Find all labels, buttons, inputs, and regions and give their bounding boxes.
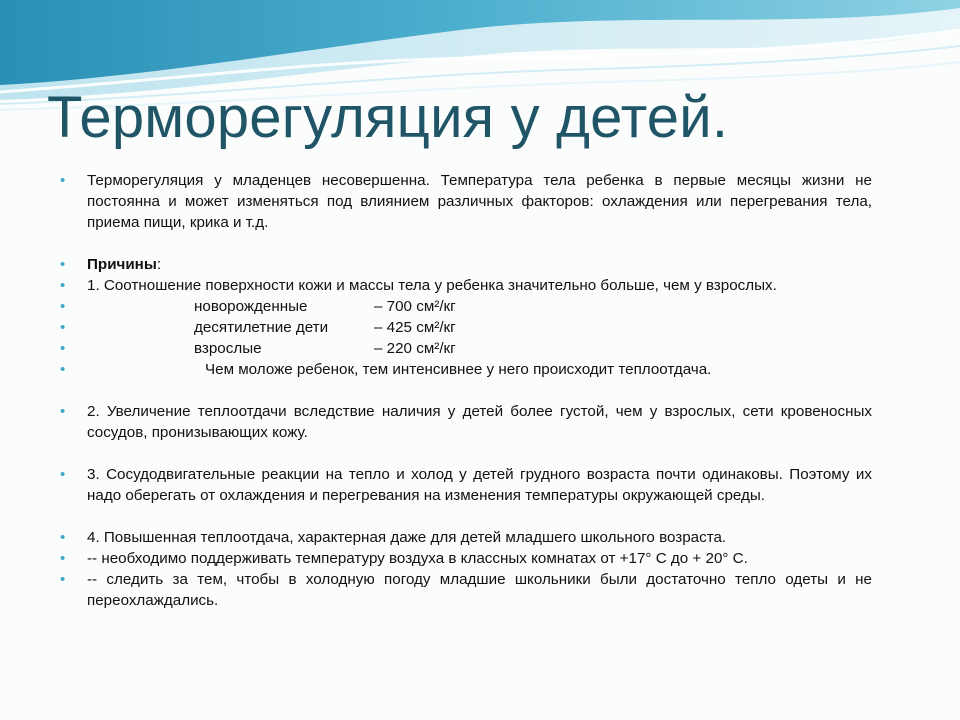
- bullet-icon: •: [60, 571, 66, 588]
- bullet-icon: •: [60, 550, 66, 567]
- list-item: [60, 317, 872, 338]
- list-item: [60, 338, 872, 359]
- bullet-icon: •: [60, 277, 66, 294]
- bullet-icon: •: [60, 319, 66, 336]
- list-item: [60, 296, 872, 317]
- list-item: [60, 527, 872, 548]
- list-item: [60, 275, 872, 296]
- bullet-icon: •: [60, 361, 66, 378]
- bullet-icon: •: [60, 529, 66, 546]
- bullet-icon: •: [60, 403, 66, 420]
- list-item: [60, 359, 872, 380]
- cause-4-text: 4. Повышенная теплоотдача, характерная даже для детей младшего школьного возраста.: [87, 529, 727, 546]
- cause-2-text: 2. Увеличение теплоотдачи вследствие наличия у детей более густой, чем у взрослых, сети кровеносных сосудов, пронизывающих кожу.: [87, 403, 872, 441]
- ratio-label: взрослые: [194, 340, 262, 357]
- cause-3-text: 3. Сосудодвигательные реакции на тепло и холод у детей грудного возраста почти одинаковы. Поэтому их надо оберегать от охлаждения и перегревания на изменения температуры окружающей среды.: [87, 466, 872, 504]
- cause-1-text: 1. Соотношение поверхности кожи и массы тела у ребенка значительно больше, чем у взрослых.: [87, 277, 777, 294]
- list-item: [60, 569, 872, 611]
- bullet-icon: •: [60, 466, 66, 483]
- recommendation-2-text: -- следить за тем, чтобы в холодную погоду младшие школьники были достаточно тепло одеты и не переохлаждались.: [87, 571, 872, 609]
- list-item: [60, 464, 872, 506]
- ratio-label: десятилетние дети: [194, 319, 329, 336]
- bullet-icon: •: [60, 172, 66, 189]
- list-item: [60, 401, 872, 443]
- recommendation-1-text: -- необходимо поддерживать температуру воздуха в классных комнатах от +17° С до + 20° С.: [87, 550, 748, 567]
- list-item: [60, 548, 872, 569]
- list-item: [60, 170, 872, 233]
- bullet-icon: •: [60, 340, 66, 357]
- ratio-value: – 220 см²/кг: [374, 340, 456, 357]
- causes-label: Причины: [87, 256, 157, 273]
- ratio-value: – 425 см²/кг: [374, 319, 456, 336]
- intro-text: Терморегуляция у младенцев несовершенна. Температура тела ребенка в первые месяцы жизни не постоянна и может изменяться под влиянием различных факторов: охлаждения или перегревания тела, приема пищи, крика и т.д.: [87, 172, 872, 231]
- slide-title: Терморегуляция у детей.: [47, 85, 729, 150]
- bullet-list: [60, 170, 872, 611]
- bullet-icon: •: [60, 298, 66, 315]
- list-item: • Причины:: [60, 256, 162, 273]
- ratio-label: новорожденные: [194, 298, 308, 315]
- bullet-icon: •: [60, 256, 66, 273]
- ratio-value: – 700 см²/кг: [374, 298, 456, 315]
- ratio-note: Чем моложе ребенок, тем интенсивнее у него происходит теплоотдача.: [205, 361, 712, 378]
